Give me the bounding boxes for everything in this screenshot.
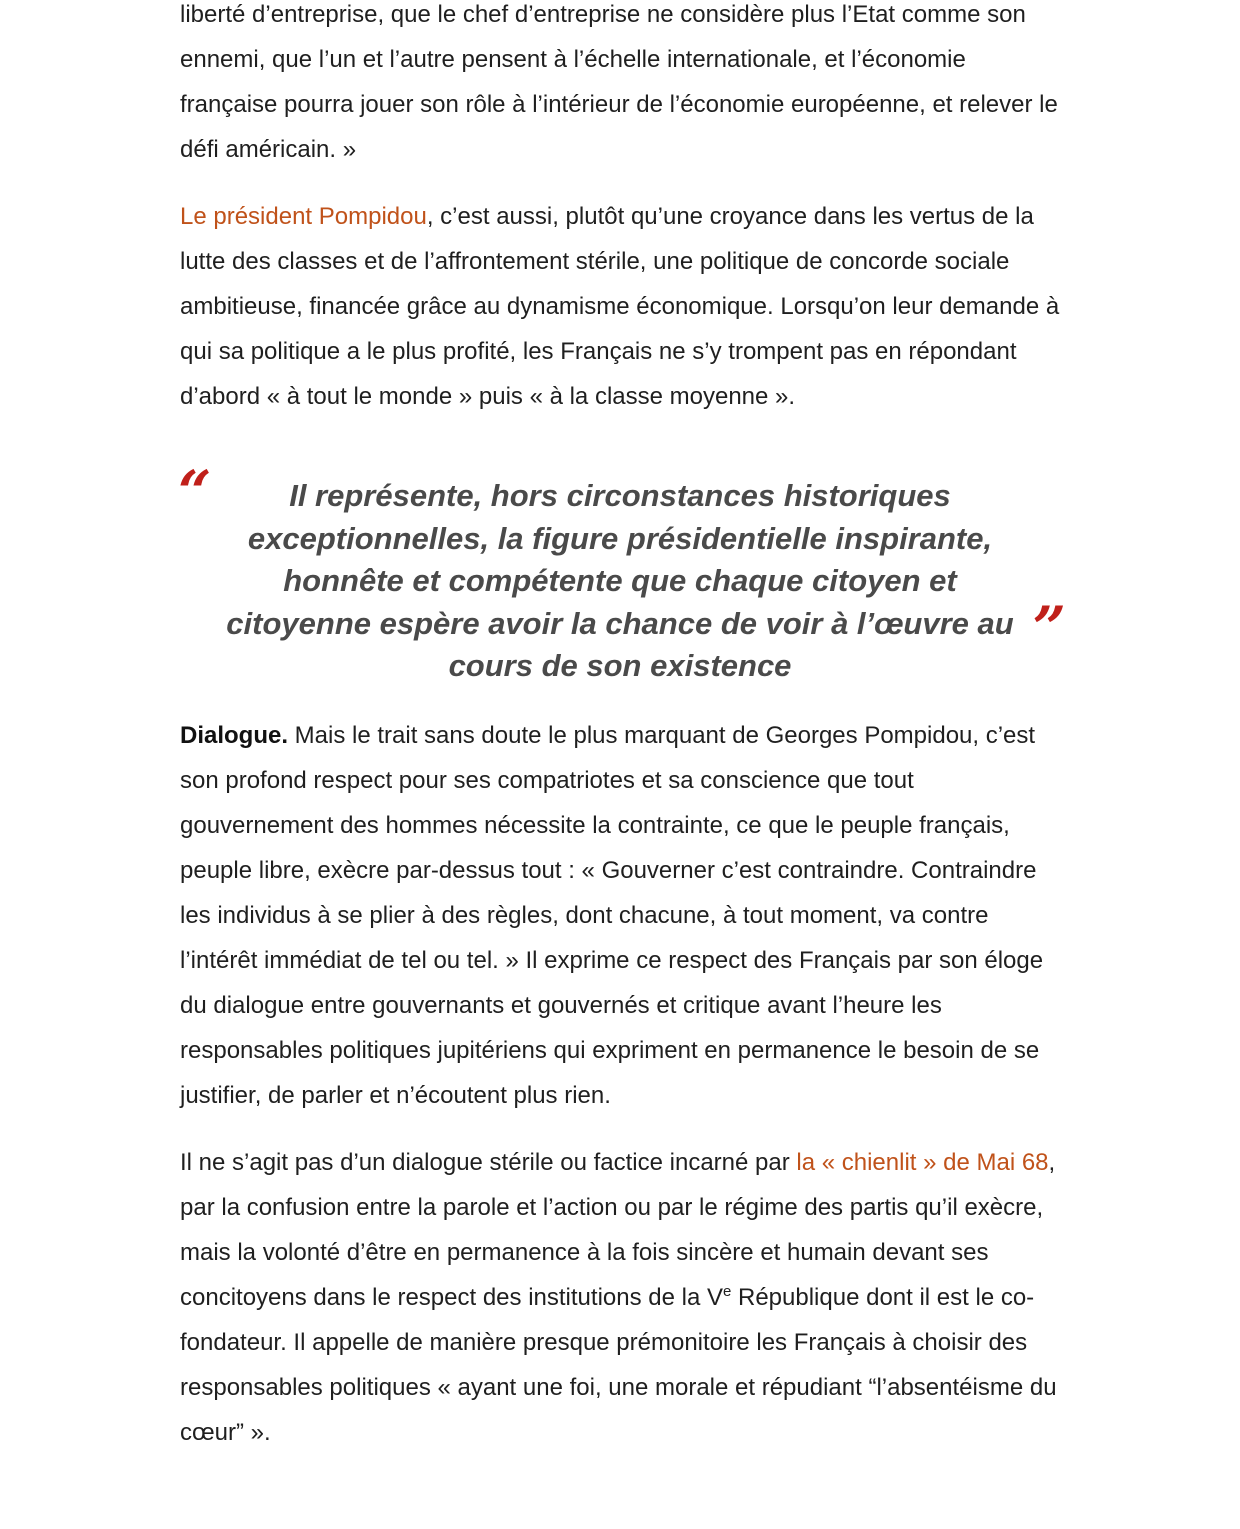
pull-quote-text: Il représente, hors circonstances historiques exceptionnelles, la figure présidentielle inspirante, honnête et compétente que chaque citoyen et citoyenne espère avoir la chance de voir à l’œuvre au cours de son existence [226,478,1014,683]
paragraph-4-text-start: Il ne s’agit pas d’un dialogue stérile ou factice incarné par [180,1149,797,1176]
paragraph-2-text: , c’est aussi, plutôt qu’une croyance dans les vertus de la lutte des classes et de l’affrontement stérile, une politique de concorde sociale ambitieuse, financée grâce au dynamisme économique. Lorsqu’on leur demande à qui sa politique a le plus profité, les Français ne s’y trompent pas en répondant d’abord « à tout le monde » puis « à la classe moyenne ». [180,203,1060,410]
paragraph-3 [180,713,1060,1118]
section-lead-dialogue: Dialogue. [180,722,289,749]
pull-quote [178,458,1066,685]
paragraph-4 [180,1140,1060,1455]
paragraph-4-text-mid: , par la confusion entre la parole et l’action ou par le régime des partis qu’il exècre, mais la volonté d’être en permanence à la fois sincère et humain devant ses concitoyens dans le respect des institutions de la V [180,1149,1056,1311]
superscript-e: e [722,1283,732,1300]
paragraph-2 [180,194,1060,419]
paragraph-4-text-end: République dont il est le co-fondateur. Il appelle de manière presque prémonitoire les Français à choisir des responsables politiques « ayant une foi, une morale et répudiant “l’absentéisme du cœur” ». [180,1284,1057,1446]
open-quote-icon: “ [178,458,212,526]
paragraph-1 [180,0,1060,172]
paragraph-1-text: liberté d’entreprise, que le chef d’entreprise ne considère plus l’Etat comme son ennemi, que l’un et l’autre pensent à l’échelle internationale, et l’économie française pourra jouer son rôle à l’intérieur de l’économie européenne, et relever le défi américain. » [180,1,1058,163]
article-body [178,0,1066,1455]
paragraph-3-text: Mais le trait sans doute le plus marquant de Georges Pompidou, c’est son profond respect pour ses compatriotes et sa conscience que tout gouvernement des hommes nécessite la contrainte, ce que le peuple français, peuple libre, exècre par-dessus tout : « Gouverner c’est contraindre. Contraindre les individus à se plier à des règles, dont chacune, à tout moment, va contre l’intérêt immédiat de tel ou tel. » Il exprime ce respect des Français par son éloge du dialogue entre gouvernants et gouvernés et critique avant l’heure les responsables politiques jupitériens qui expriment en permanence le besoin de se justifier, de parler et n’écoutent plus rien. [180,722,1044,1109]
close-quote-icon: ” [1032,594,1066,662]
link-president-pompidou[interactable]: Le président Pompidou [180,203,427,230]
link-chienlit-mai-68[interactable]: la « chienlit » de Mai 68 [796,1149,1049,1176]
